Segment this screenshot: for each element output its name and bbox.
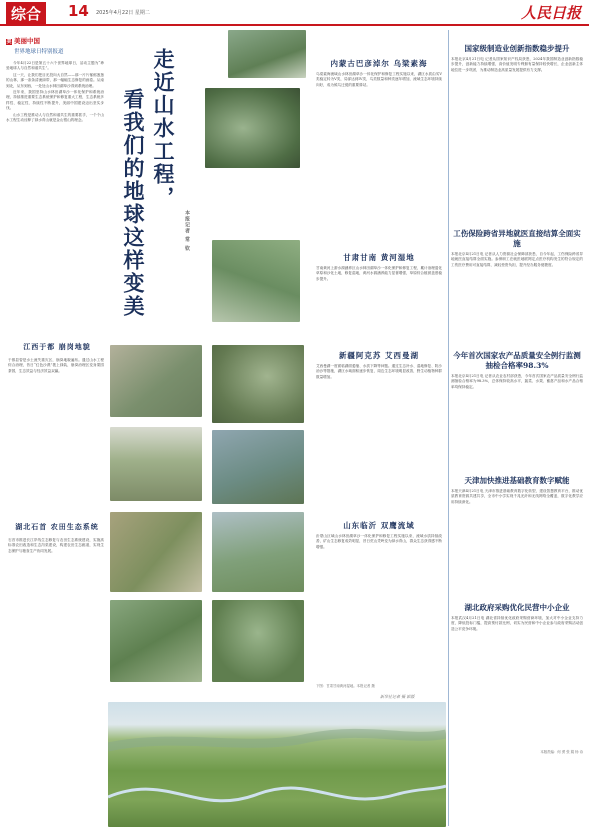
intro-paragraph: 山水工程是推动人与自然和谐共生的重要抓手，一个个山水工程生动诠释了绿水青山就是金山银山的理念。 (6, 112, 104, 123)
photo-caption: 下图：甘肃甘南黄河湿地。本报记者 摄 (316, 684, 375, 688)
brand-badge: 美 (6, 39, 12, 45)
photo-mine-restoration (110, 512, 202, 592)
section-text-linyi: 沂蒙山区域山水林田湖草沙一体化保护和修复工程实施以来，流域水质持续改善，矿山生态修复成效明显，昔日荒山秃岭变为绿水青山，群众生态获得感不断增强。 (316, 534, 442, 549)
intro-text (6, 61, 104, 321)
brand-title: 美丽中国 (14, 37, 40, 45)
section-title-wuliangsuhai: 内蒙古巴彦淖尔 乌梁素海 (330, 59, 428, 68)
article-body: 本报北京4月21日电 记者从人力资源社会保障部获悉，自今年起，工伤保险跨省异地就医直接结算全面实施。参保职工在就医地联网定点医疗机构发生的符合规定的工伤医疗费用可直接结算，减轻垫资负担，提升经办服务便捷度。 (451, 252, 583, 267)
photo-road-trees (110, 427, 202, 501)
photo-top-green (228, 30, 306, 78)
headline-line1: 走近山水工程， (151, 48, 175, 209)
section-text-wuliangsuhai: 乌梁素海流域山水林田湖草沙一体化保护和修复工程实施以来，湖区水质由劣V类稳定转为V类，局部达到IV类，鸟类数量和种类逐年增加，流域生态环境持续向好，成为候鸟迁徙的重要驿站。 (316, 72, 442, 87)
article-title: 天津加快推进基础教育数字赋能 (464, 476, 570, 485)
editor-line: 本版责编：何 勇 张 娟 杨 诗 (540, 750, 583, 754)
photo-river-village (212, 512, 304, 592)
section-title-linyi: 山东临沂 双鹰流域 (343, 521, 415, 530)
photo-credit: 新华社记者 摄 影版 (380, 694, 415, 699)
article-title: 国家级制造业创新指数稳步提升 (464, 44, 570, 53)
page-number: 14 (68, 2, 89, 20)
column-brand (6, 36, 104, 45)
section-text-huanghe: 甘南黄河上游水源涵养区山水林田湖草沙一体化保护和修复工程，累计治理退化草原和沙化土地，修复湿地，黄河水源涵养能力显著增强，草原综合植被盖度稳步提升。 (316, 266, 442, 281)
article-body: 本报天津4月21日电 天津市推进基础教育数字化转型，建设智慧教育平台，推动优质教育资源共建共享，全市中小学实现千兆光纤和无线网络全覆盖，数字化教学应用持续深化。 (451, 489, 583, 504)
photo-lake (212, 430, 304, 504)
article-body: 本报北京4月21日电 记者从国家知识产权局获悉，2024年我国制造业创新指数稳步提升，创新能力持续增强，高价值发明专利拥有量保持较快增长，企业创新主体地位进一步巩固，为推动制造业高质量发展提供有力支撑。 (451, 57, 583, 72)
photo-farmland (110, 345, 202, 417)
photo-river-bend (110, 600, 202, 682)
photo-road-forest (212, 600, 304, 682)
section-title-shishou: 湖北石首 农田生态系统 (15, 522, 99, 531)
intro-column (6, 32, 104, 317)
brand-subtitle: 世界地球日特别报道 (14, 49, 64, 55)
issue-date: 2025年4月22日 星期二 (96, 10, 150, 16)
section-text-ganzhou: 于都县曾是水土流失重灾区，崩岗地貌遍布。通过山水工程综合治理，昔日“红色沙漠”披上绿装，崩岗治理区变身果园茶园，生态效益与经济效益双赢。 (8, 358, 104, 373)
section-title-huanghe: 甘肃甘南 黄河湿地 (343, 253, 415, 262)
article-title: 今年首次国家农产品质量安全例行监测抽检合格率98.3% (453, 351, 581, 370)
photo-grassland-panorama (108, 702, 446, 827)
section-label: 综合 (6, 2, 46, 25)
headline-line2: 看我们的地球这样变美 (121, 88, 145, 318)
section-text-aiximan: 艾西曼湖一度面临湖面萎缩、水质下降等问题。通过生态补水、湿地修复、防沙治沙等措施，湖区水域面积逐步恢复，周边生态环境明显改善，野生动植物种群数量增加。 (316, 364, 442, 379)
photo-top-aerial (205, 88, 300, 168)
section-title-aiximan: 新疆阿克苏 艾西曼湖 (338, 351, 420, 360)
news-column (451, 40, 583, 755)
article-body: 本报武汉4月21日电 湖北省持续优化政府采购营商环境，加大对中小企业支持力度，降低投标门槛，提高预付款比例，切实为民营和中小企业参与政府采购活动创造公平竞争环境。 (451, 616, 583, 631)
page-header (0, 0, 589, 26)
headline-byline: 本报记者 常 钦 (184, 210, 190, 252)
photo-hills (212, 345, 304, 423)
article-body: 本报北京4月21日电 记者从农业农村部获悉，今年首次国家农产品质量安全例行监测抽检合格率为98.3%，总体保持较高水平，蔬菜、水果、畜禽产品和水产品合格率均保持稳定。 (451, 374, 583, 389)
section-title-ganzhou: 江西于都 崩岗地貌 (23, 342, 91, 351)
column-divider (448, 30, 449, 826)
photo-wetland-town (212, 240, 300, 322)
intro-paragraph: 这一天，让我们把目光投向大自然——那一片片郁郁葱葱的山林，那一条条清流绿带，那一幅幅生态修复的画卷。从南到北，从东到西，一处处山水林田湖草沙得到系统治理。 (6, 72, 104, 88)
section-text-shishou: 石首市推进长江岸线生态修复与农田生态系统建设，实施高标准农田改造和生态沟渠建设，构建农田生态廊道，实现生态保护与粮食生产协同发展。 (8, 538, 104, 553)
newspaper-logo: 人民日报 (520, 4, 581, 22)
intro-paragraph: 今年4月22日是第五十六个世界地球日，活动主题为“珍爱地球人与自然和谐共生”。 (6, 61, 104, 71)
article-title: 工伤保险跨省异地就医直接结算全面实施 (453, 229, 581, 248)
intro-paragraph: 近年来，我国坚持山水林田湖草沙一体化保护和系统治理，持续推进重要生态系统保护和修复重大工程，生态系统多样性、稳定性、持续性不断提升，美丽中国建设迈出坚实步伐。 (6, 90, 104, 111)
river-meander-icon (108, 702, 446, 827)
article-title: 湖北政府采购优化民营中小企业 (464, 603, 570, 612)
